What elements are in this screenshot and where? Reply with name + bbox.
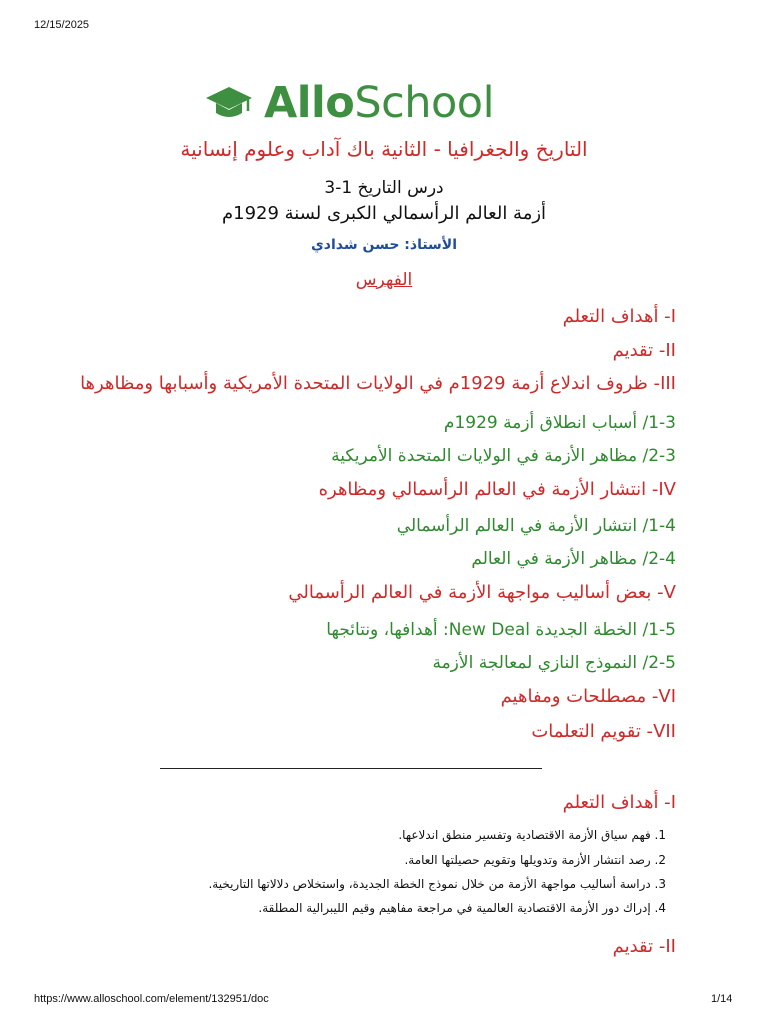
teacher-name: الأستاذ: حسن شدادي bbox=[310, 237, 458, 253]
toc-subitem[interactable]: 1-4/ انتشار الأزمة في العالم الرأسمالي bbox=[396, 516, 676, 536]
toc-item[interactable]: VI- مصطلحات ومفاهيم bbox=[500, 686, 676, 707]
toc-subitem[interactable]: 1-5/ الخطة الجديدة New Deal: أهدافها، ونتائجها bbox=[326, 620, 676, 640]
objective-item: 1. فهم سياق الأزمة الاقتصادية وتفسير منطق اندلاعها. bbox=[398, 828, 666, 842]
toc-subitem[interactable]: 2-5/ النموذج النازي لمعالجة الأزمة bbox=[432, 653, 676, 673]
lesson-title: أزمة العالم الرأسمالي الكبرى لسنة 1929م bbox=[221, 203, 547, 224]
logo-text: AlloSchool bbox=[264, 78, 495, 128]
toc-heading: الفهرس bbox=[355, 270, 413, 290]
divider bbox=[160, 768, 542, 769]
alloschool-logo[interactable] bbox=[204, 78, 494, 128]
page-number: 1/14 bbox=[711, 993, 733, 1005]
toc-item[interactable]: IV- انتشار الأزمة في العالم الرأسمالي ومظاهره bbox=[318, 479, 676, 500]
toc-subitem[interactable]: 2-4/ مظاهر الأزمة في العالم bbox=[471, 549, 676, 569]
objective-item: 4. إدراك دور الأزمة الاقتصادية العالمية في مراجعة مفاهيم وقيم الليبرالية المطلقة. bbox=[258, 901, 666, 915]
toc-item[interactable]: I- أهداف التعلم bbox=[562, 306, 676, 327]
toc-subitem[interactable]: 2-3/ مظاهر الأزمة في الولايات المتحدة الأمريكية bbox=[331, 446, 676, 466]
section-heading: II- تقديم bbox=[612, 936, 676, 957]
objective-item: 3. دراسة أساليب مواجهة الأزمة من خلال نموذج الخطة الجديدة، واستخلاص دلالاتها التاريخية. bbox=[208, 877, 666, 891]
toc-item[interactable]: VII- تقويم التعلمات bbox=[531, 721, 676, 742]
print-date: 12/15/2025 bbox=[34, 19, 90, 31]
toc-item[interactable]: II- تقديم bbox=[612, 340, 676, 361]
page-url[interactable]: https://www.alloschool.com/element/132951/doc bbox=[34, 993, 269, 1005]
graduation-cap-icon bbox=[204, 83, 254, 123]
objective-item: 2. رصد انتشار الأزمة وتدويلها وتقويم حصيلتها العامة. bbox=[404, 853, 666, 867]
toc-subitem[interactable]: 1-3/ أسباب انطلاق أزمة 1929م bbox=[443, 413, 676, 433]
lesson-number: درس التاريخ 1-3 bbox=[324, 178, 444, 198]
toc-item[interactable]: III- ظروف اندلاع أزمة 1929م في الولايات المتحدة الأمريكية وأسبابها ومظاهرها bbox=[80, 373, 676, 394]
section-heading: I- أهداف التعلم bbox=[562, 792, 676, 813]
toc-item[interactable]: V- بعض أساليب مواجهة الأزمة في العالم الرأسمالي bbox=[288, 582, 676, 603]
subject-title: التاريخ والجغرافيا - الثانية باك آداب وعلوم إنسانية bbox=[180, 137, 588, 161]
